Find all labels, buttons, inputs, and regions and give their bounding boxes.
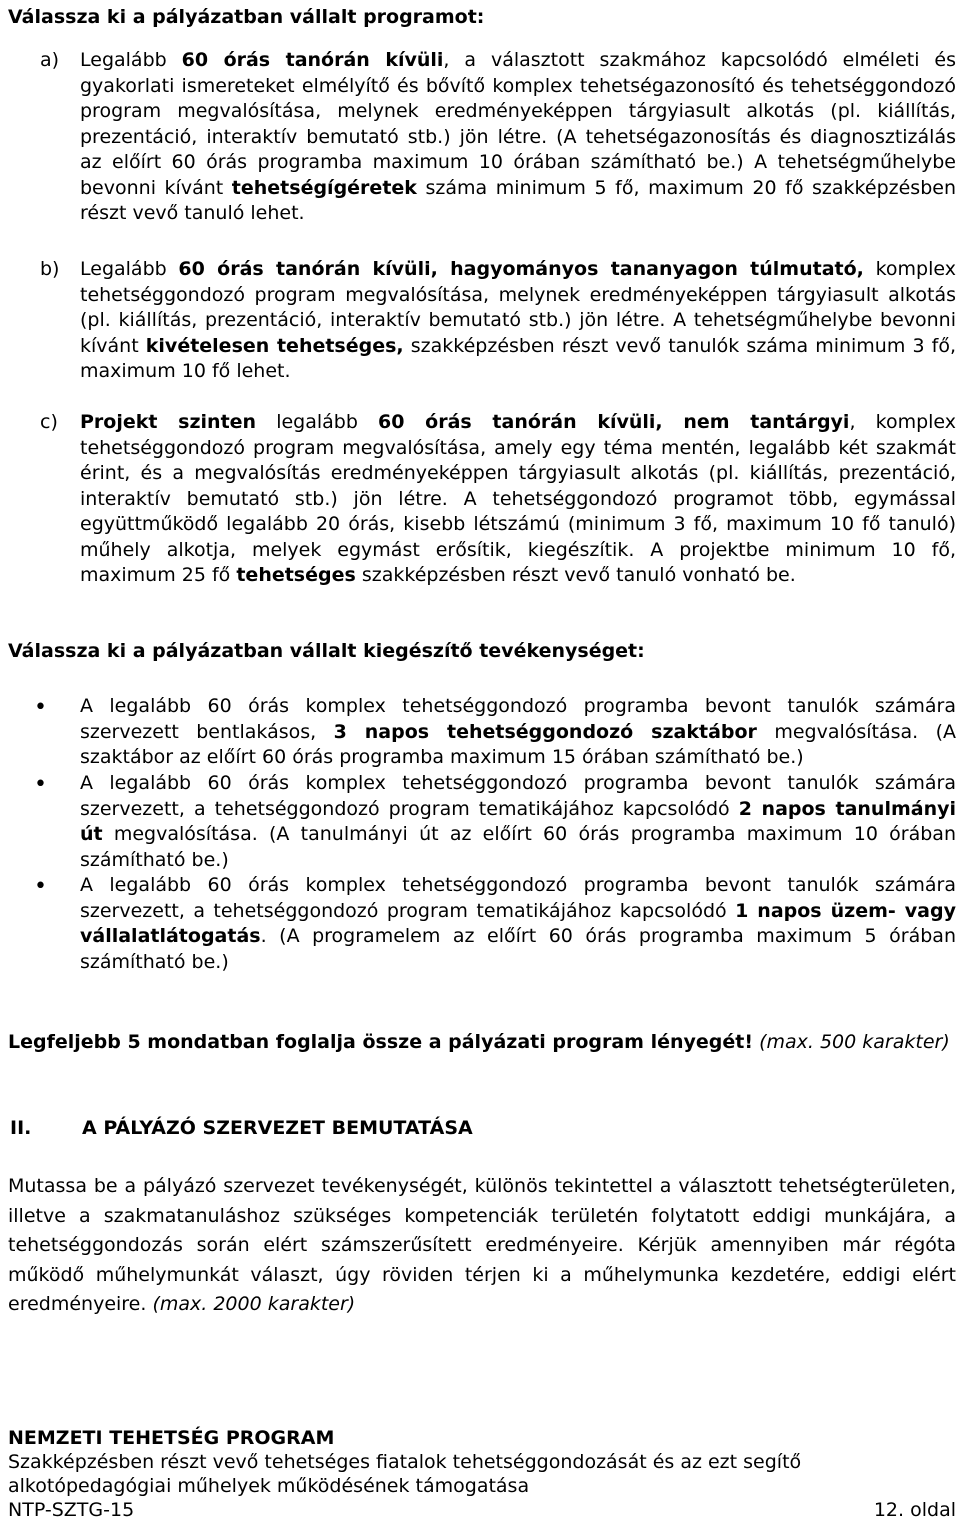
- option-marker: b): [40, 258, 60, 280]
- text-run: A legalább 60 órás komplex tehetséggondozó programba bevont tanulók számára szervezett, a tehetséggondozó program tematikájához kapcsolódó: [80, 772, 956, 820]
- activity-text: [80, 771, 956, 873]
- program-heading: Válassza ki a pályázatban vállalt programot:: [8, 6, 485, 28]
- footer-code: NTP-SZTG-15: [8, 1499, 135, 1521]
- italic-note: (max. 500 karakter): [753, 1031, 950, 1053]
- text-run: Legalább: [80, 49, 182, 71]
- footer-program-name: NEMZETI TEHETSÉG PROGRAM: [8, 1427, 335, 1449]
- text-run: legalább: [256, 411, 379, 433]
- text-run: szakképzésben részt vevő tanulók száma minimum 3 fő, maximum 10 fő lehet.: [80, 334, 957, 382]
- option-text: [80, 410, 956, 589]
- text-run: komplex tehetséggondozó program megvalósítása, melynek eredményeképpen tárgyiasult alkotás (pl. kiállítás, prezentáció, interaktív bemutató stb.) jön létre. A tehetségműhelybe bevonni kívánt: [80, 258, 956, 357]
- text-run: szakképzésben részt vevő tanuló vonható be.: [355, 564, 796, 586]
- footer-line-1: Szakképzésben részt vevő tehetséges fiatalok tehetséggondozását és az ezt segítő: [8, 1451, 802, 1473]
- organization-prompt: [8, 1172, 956, 1320]
- bold-text: tehetségígéretek: [231, 176, 417, 199]
- bold-text: kivételesen tehetséges,: [145, 334, 404, 357]
- page-footer: [8, 1426, 956, 1522]
- bold-text: 1 napos üzem- vagy vállalatlátogatás: [80, 899, 956, 947]
- text-run: A legalább 60 órás komplex tehetséggondozó programba bevont tanulók számára szervezett bentlakásos,: [80, 695, 956, 743]
- text-run: megvalósítása. (A szaktábor az előírt 60 órás programba maximum 15 órában számítható be.): [80, 720, 957, 768]
- bold-text: 60 órás tanórán kívüli: [181, 49, 444, 71]
- bold-text: tehetséges: [236, 564, 356, 586]
- text-run: A legalább 60 órás komplex tehetséggondozó programba bevont tanulók számára szervezett, a tehetséggondozó program tematikájához kapcsolódó: [80, 874, 956, 922]
- option-marker: a): [40, 49, 60, 71]
- text-run: , a választott szakmához kapcsolódó elméleti és gyakorlati ismereteket elmélyítő és bővítő komplex tehetségazonosító és tehetséggondozó program megvalósítása, melynek eredményeképpen tárgyiasult alkotás (pl. kiállítás, prezentáció, interaktív bemutató stb.) jön létre. (A tehetségazonosítás és diagnosztizálás az előírt 60 órás programba maximum 10 órában számítható be.) A tehetségműhelybe bevonni kívánt: [80, 49, 957, 199]
- italic-note: (max. 2000 karakter): [146, 1293, 356, 1315]
- summary-prompt: [8, 1028, 956, 1058]
- activity-item: [8, 873, 956, 975]
- bold-text: 3 napos tehetséggondozó szaktábor: [333, 720, 757, 743]
- text-run: száma minimum 5 fő, maximum 20 fő szakképzésben részt vevő tanuló lehet.: [80, 176, 956, 224]
- footer-line-2: alkotópedagógiai műhelyek működésének támogatása: [8, 1475, 530, 1497]
- page-number: 12. oldal: [873, 1499, 956, 1521]
- text-run: , komplex tehetséggondozó program megvalósítása, amely egy téma mentén, legalább két szakmát érint, és a megvalósítás eredményeképpen tárgyiasult alkotás (pl. kiállítás, prezentáció, interaktív bemutató stb.) jön létre. A tehetséggondozó programot több, egymással együttműködő legalább 20 órás, kisebb létszámú (minimum 3 fő, maximum 10 fő tanuló) műhely alkotja, melyek egymást erősítik, kiegészítik. A projektbe minimum 10 fő, maximum 25 fő: [80, 411, 957, 586]
- option-marker: c): [40, 411, 58, 433]
- activity-text: [80, 694, 956, 771]
- section-title: A PÁLYÁZÓ SZERVEZET BEMUTATÁSA: [82, 1117, 473, 1139]
- bold-text: Legfeljebb 5 mondatban foglalja össze a pályázati program lényegét!: [8, 1031, 754, 1053]
- text-run: . (A programelem az előírt 60 órás programba maximum 5 órában számítható be.): [80, 925, 956, 973]
- bold-text: Projekt szinten: [80, 411, 257, 433]
- bold-text: 60 órás tanórán kívüli, hagyományos tananyagon túlmutató,: [178, 258, 864, 280]
- bullet-icon: •: [34, 695, 47, 720]
- section-number: II.: [10, 1117, 32, 1139]
- program-option-a: [8, 48, 956, 227]
- footer-bottom-row: [8, 1498, 956, 1522]
- activity-text: [80, 873, 956, 975]
- bold-text: 60 órás tanórán kívüli, nem tantárgyi: [378, 411, 850, 433]
- option-text: [80, 48, 956, 227]
- activity-item: [8, 771, 956, 873]
- program-option-c: [8, 410, 956, 589]
- bullet-icon: •: [34, 874, 47, 899]
- option-text: [80, 257, 956, 385]
- activity-heading: Válassza ki a pályázatban vállalt kiegészítő tevékenységet:: [8, 640, 645, 662]
- program-option-b: [8, 257, 956, 385]
- bullet-icon: •: [34, 772, 47, 797]
- text-run: Mutassa be a pályázó szervezet tevékenységét, különös tekintettel a választott tehetségterületen, illetve a szakmatanuláshoz szükséges kompetenciák területén folytatott eddigi munkájára, a tehetséggondozás során elért számszerűsített eredményeire. Kérjük amennyiben már régóta működő műhelymunkát választ, úgy röviden térjen ki a műhelymunka kezdetére, eddigi elért eredményeire.: [8, 1175, 956, 1315]
- text-run: Legalább: [80, 258, 179, 280]
- bold-text: 2 napos tanulmányi út: [80, 797, 956, 845]
- text-run: megvalósítása. (A tanulmányi út az előírt 60 órás programba maximum 10 órában számítható be.): [80, 823, 956, 871]
- activity-item: [8, 694, 956, 771]
- section-heading: [8, 1113, 473, 1143]
